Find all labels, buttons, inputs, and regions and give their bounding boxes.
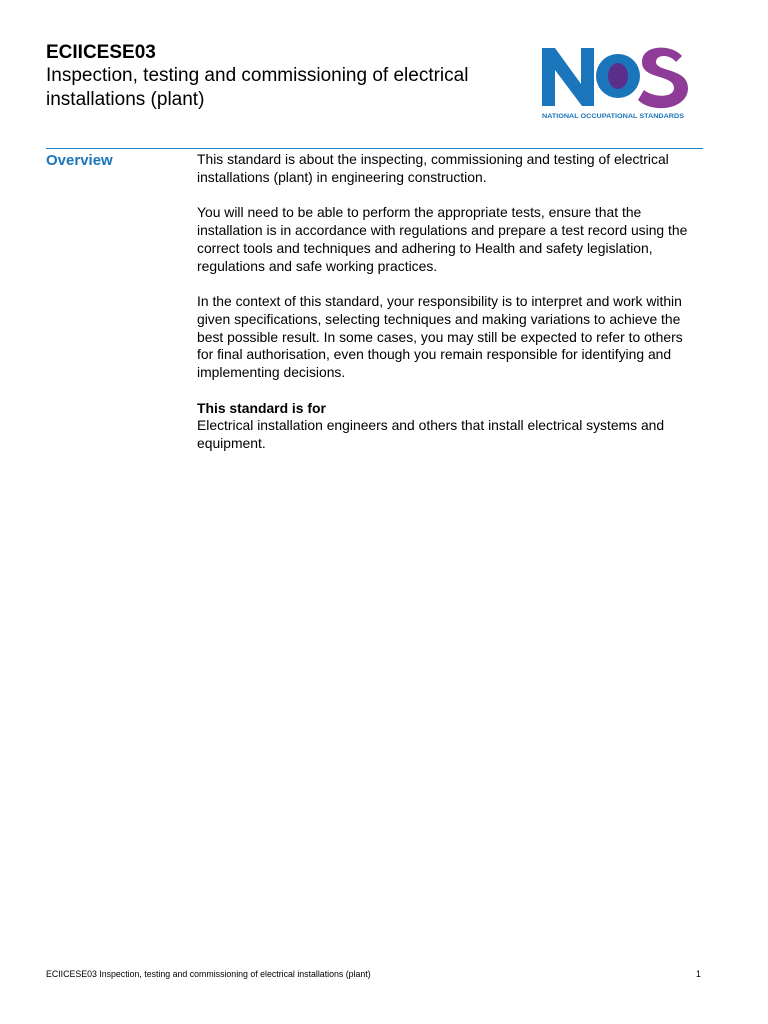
page-number: 1 [696,969,701,979]
overview-paragraph: This standard is about the inspecting, commissioning and testing of electrical installations (plant) in engineering construction. [197,151,669,185]
audience-text: Electrical installation engineers and others that install electrical systems and equipment. [197,417,665,452]
logo-letter-n [542,48,594,106]
standard-code: ECIICESE03 [46,42,156,63]
section-label-overview: Overview [46,152,113,169]
audience-heading: This standard is for [197,399,326,416]
standard-title: Inspection, testing and commissioning of electrical installations (plant) [46,65,469,110]
logo-letter-s [638,48,688,109]
overview-body [197,151,697,453]
header-divider [46,148,703,149]
nos-logo [538,40,690,122]
overview-paragraph: In the context of this standard, your responsibility is to interpret and work within given specifications, selecting techniques and making variations to achieve the best possible result. In some cases, you may still be expected to refer to others for final authorisation, even though you remain responsible for identifying and implementing decisions. [197,292,683,381]
footer-text: ECIICESE03 Inspection, testing and commissioning of electrical installations (plant) [46,969,371,979]
overview-paragraph: You will need to be able to perform the appropriate tests, ensure that the installation is in accordance with regulations and prepare a test record using the correct tools and techniques and adhering to Health and safety legislation, regulations and safe working practices. [197,204,688,274]
logo-tagline: NATIONAL OCCUPATIONAL STANDARDS [542,113,684,120]
logo-letter-o-inner [608,63,628,89]
